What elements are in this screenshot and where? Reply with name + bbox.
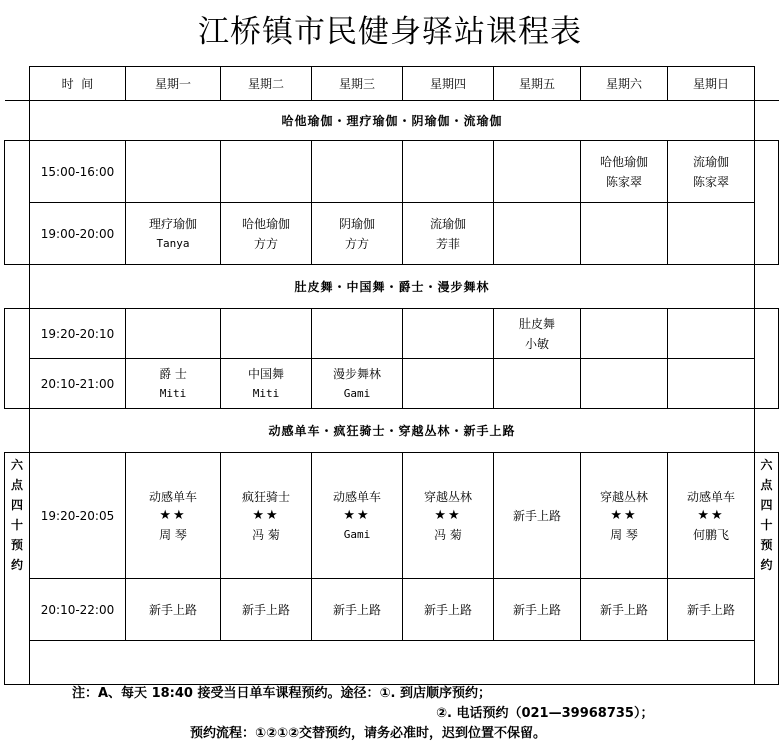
difficulty-stars: ★★ <box>252 507 280 523</box>
schedule-cell <box>494 141 581 203</box>
schedule-cell <box>403 579 494 641</box>
schedule-row <box>5 359 779 409</box>
teacher-name: 芳菲 <box>435 236 460 251</box>
schedule-cell <box>312 203 403 265</box>
course-name: 动感单车 <box>686 489 735 504</box>
schedule-cell <box>494 203 581 265</box>
teacher-name: Miti <box>159 386 187 400</box>
section-title-row <box>5 265 779 309</box>
side-cell <box>5 409 30 453</box>
teacher-name: 周 琴 <box>159 527 187 542</box>
course-name: 哈他瑜伽 <box>241 216 290 231</box>
day-header: 星期六 <box>581 67 668 101</box>
teacher-name: 周 琴 <box>610 527 638 542</box>
difficulty-stars: ★★ <box>697 507 725 523</box>
teacher-name: Miti <box>252 386 280 400</box>
schedule-cell <box>494 579 581 641</box>
schedule-cell <box>403 453 494 579</box>
course-name: 新手上路 <box>241 602 290 617</box>
time-cell: 15:00-16:00 <box>30 141 126 203</box>
schedule-cell <box>403 203 494 265</box>
section-title-row <box>5 101 779 141</box>
schedule-cell <box>581 359 668 409</box>
schedule-cell <box>581 453 668 579</box>
schedule-cell <box>221 453 312 579</box>
schedule-cell <box>312 579 403 641</box>
section-title-row <box>5 409 779 453</box>
course-name: 漫步舞林 <box>332 366 381 381</box>
right-side-cell <box>755 309 779 409</box>
teacher-name: 方方 <box>344 236 369 251</box>
course-name: 新手上路 <box>599 602 648 617</box>
schedule-cell <box>668 309 755 359</box>
schedule-cell <box>403 359 494 409</box>
schedule-row <box>5 453 779 579</box>
schedule-cell <box>221 141 312 203</box>
blank-cell <box>30 641 755 685</box>
teacher-name: Gami <box>343 386 371 400</box>
schedule-row <box>5 203 779 265</box>
schedule-cell <box>312 453 403 579</box>
schedule-cell <box>668 141 755 203</box>
schedule-cell <box>126 453 221 579</box>
teacher-name: 冯 菊 <box>434 527 462 542</box>
teacher-name: 方方 <box>253 236 278 251</box>
schedule-cell <box>221 359 312 409</box>
schedule-row <box>5 309 779 359</box>
section-title: 动感单车・疯狂骑士・穿越丛林・新手上路 <box>30 409 755 453</box>
note-line-3: 预约流程：①②①②交替预约，请务必准时，迟到位置不保留。 <box>190 726 547 741</box>
schedule-cell <box>494 359 581 409</box>
side-label-right: 六点四十预约 <box>760 458 773 572</box>
course-name: 爵 士 <box>159 366 187 381</box>
difficulty-stars: ★★ <box>434 507 462 523</box>
schedule-cell <box>403 309 494 359</box>
schedule-cell <box>403 141 494 203</box>
time-cell: 19:00-20:00 <box>30 203 126 265</box>
time-header: 时 间 <box>30 67 126 101</box>
course-name: 哈他瑜伽 <box>599 154 648 169</box>
course-name: 新手上路 <box>512 602 561 617</box>
course-name: 穿越丛林 <box>599 489 648 504</box>
schedule-cell <box>221 203 312 265</box>
schedule-cell <box>221 309 312 359</box>
teacher-name: 陈家翠 <box>692 174 729 189</box>
schedule-cell <box>581 309 668 359</box>
page-title: 江桥镇市民健身驿站课程表 <box>198 14 582 50</box>
course-name: 新手上路 <box>332 602 381 617</box>
course-name: 流瑜伽 <box>429 216 466 231</box>
schedule-cell <box>126 359 221 409</box>
course-name: 动感单车 <box>332 489 381 504</box>
difficulty-stars: ★★ <box>610 507 638 523</box>
side-cell <box>755 409 779 453</box>
side-cell <box>755 101 779 141</box>
course-name: 动感单车 <box>148 489 197 504</box>
blank-row <box>5 641 779 685</box>
teacher-name: 冯 菊 <box>252 527 280 542</box>
course-name: 疯狂骑士 <box>241 489 290 504</box>
course-name: 穿越丛林 <box>423 489 472 504</box>
schedule-cell <box>126 203 221 265</box>
day-header: 星期一 <box>126 67 221 101</box>
side-label-left: 六点四十预约 <box>10 458 23 572</box>
teacher-name: Gami <box>343 527 371 541</box>
teacher-name: 陈家翠 <box>605 174 642 189</box>
schedule-row <box>5 141 779 203</box>
schedule-cell <box>668 359 755 409</box>
section-title: 肚皮舞・中国舞・爵士・漫步舞林 <box>30 265 755 309</box>
course-name: 理疗瑜伽 <box>148 216 197 231</box>
schedule-cell <box>312 141 403 203</box>
schedule-cell <box>581 579 668 641</box>
teacher-name: 何鹏飞 <box>692 527 729 542</box>
schedule-cell <box>126 141 221 203</box>
side-cell <box>5 101 30 141</box>
course-name: 新手上路 <box>686 602 735 617</box>
side-cell <box>5 265 30 309</box>
left-side-cell <box>5 141 30 265</box>
schedule-cell <box>126 579 221 641</box>
schedule-cell <box>312 359 403 409</box>
difficulty-stars: ★★ <box>343 507 371 523</box>
header-row <box>5 67 779 101</box>
day-header: 星期日 <box>668 67 755 101</box>
left-side-cell <box>5 309 30 409</box>
schedule-cell <box>581 203 668 265</box>
schedule-table <box>4 66 779 685</box>
schedule-cell <box>668 203 755 265</box>
course-name: 新手上路 <box>148 602 197 617</box>
time-cell: 19:20-20:10 <box>30 309 126 359</box>
teacher-name: 小敏 <box>524 336 549 351</box>
right-side-cell <box>755 453 779 685</box>
course-name: 肚皮舞 <box>518 316 555 331</box>
section-title: 哈他瑜伽・理疗瑜伽・阴瑜伽・流瑜伽 <box>30 101 755 141</box>
schedule-cell <box>126 309 221 359</box>
course-name: 流瑜伽 <box>692 154 729 169</box>
day-header: 星期四 <box>403 67 494 101</box>
corner-cell <box>755 67 779 101</box>
time-cell: 19:20-20:05 <box>30 453 126 579</box>
schedule-cell <box>668 579 755 641</box>
course-name: 中国舞 <box>247 366 284 381</box>
side-cell <box>755 265 779 309</box>
schedule-row <box>5 579 779 641</box>
note-line-1: 注：A、每天 18:40 接受当日单车课程预约。途径：①. 到店顺序预约； <box>72 686 491 701</box>
time-cell: 20:10-22:00 <box>30 579 126 641</box>
left-side-cell <box>5 453 30 685</box>
day-header: 星期二 <box>221 67 312 101</box>
schedule-cell <box>581 141 668 203</box>
difficulty-stars: ★★ <box>159 507 187 523</box>
right-side-cell <box>755 141 779 265</box>
schedule-cell <box>494 453 581 579</box>
course-name: 阴瑜伽 <box>338 216 375 231</box>
corner-cell <box>5 67 30 101</box>
day-header: 星期五 <box>494 67 581 101</box>
note-line-2: ②. 电话预约（021—39968735）； <box>436 706 654 721</box>
time-cell: 20:10-21:00 <box>30 359 126 409</box>
schedule-cell <box>221 579 312 641</box>
course-name: 新手上路 <box>423 602 472 617</box>
schedule-cell <box>312 309 403 359</box>
schedule-cell <box>494 309 581 359</box>
day-header: 星期三 <box>312 67 403 101</box>
schedule-cell <box>668 453 755 579</box>
teacher-name: Tanya <box>156 236 190 250</box>
course-name: 新手上路 <box>512 508 561 523</box>
